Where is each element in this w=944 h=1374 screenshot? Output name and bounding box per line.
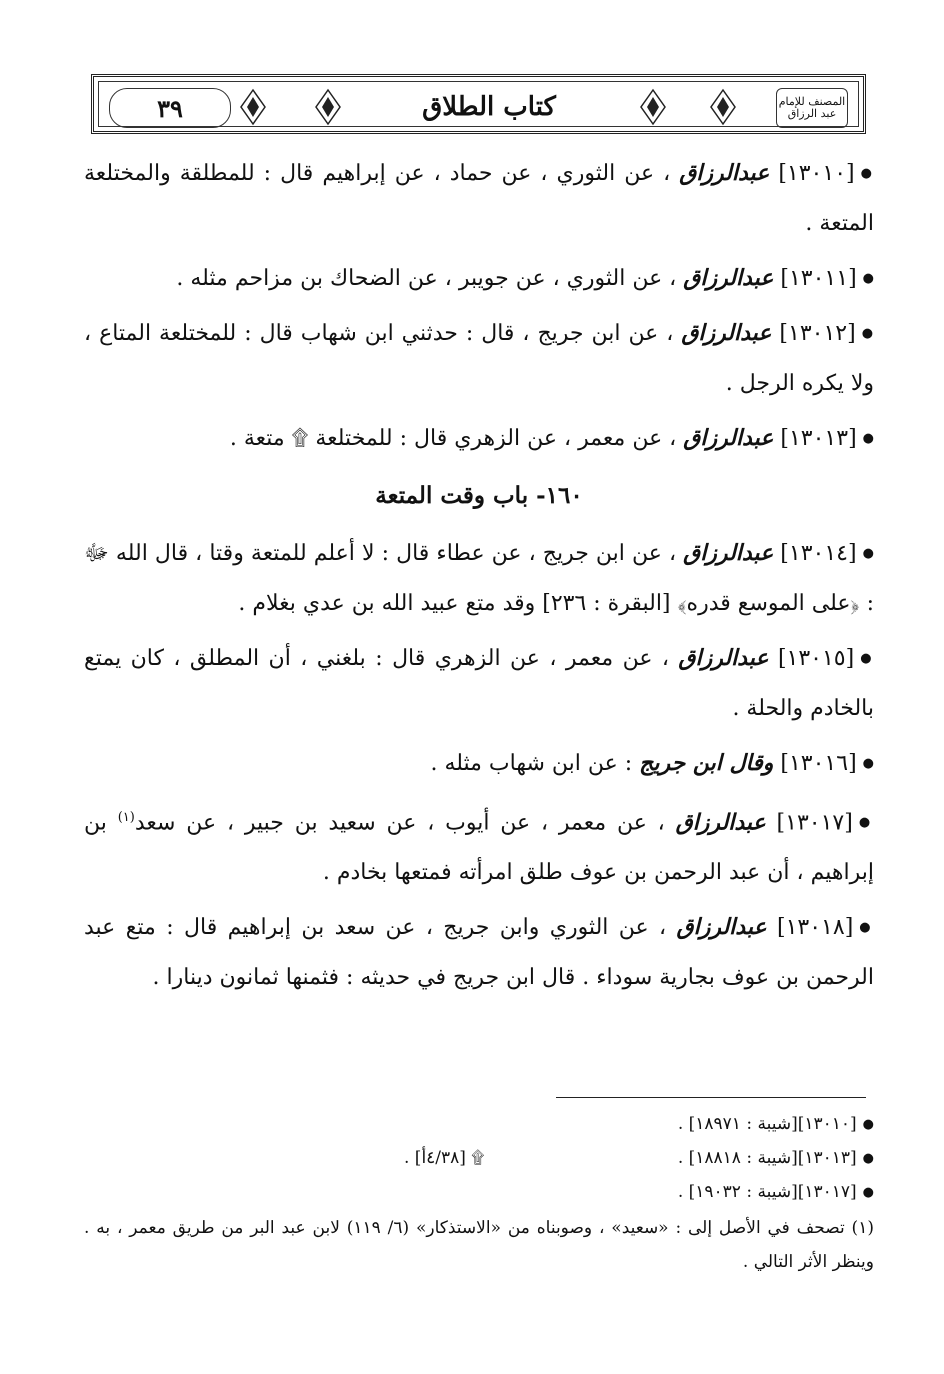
hadith-entry [84,902,874,1003]
entry-text: ، عن الثوري ، عن جويبر ، عن الضحاك بن مزاحم مثله . [176,266,677,291]
entry-text: : عن ابن شهاب مثله . [430,751,633,776]
source-note-text: [١٣٠١٣][شيبة : ١٨٨١٨] . [677,1148,857,1168]
bullet-icon: ● [862,431,874,446]
main-text [84,148,874,1007]
book-logo [776,88,848,128]
narrator: عبدالرزاق [681,320,772,346]
source-note [84,1141,874,1175]
source-note-text: [١٣٠١٠][شيبة : ١٨٩٧١] . [677,1114,857,1134]
footnote-divider [556,1097,866,1098]
entry-text: ، عن ابن جريج ، عن عطاء قال : لا أعلم للمتعة وقتا ، قال الله ﷻ : ﴿على الموسع قدره﴾ [البقرة : ٢٣٦] وقد متع عبيد الله بن عدي بغلام . [84,541,874,616]
footnotes [84,1107,874,1279]
source-note-text: [١٣٠١٧][شيبة : ١٩٠٣٢] . [677,1182,857,1202]
source-note [84,1175,874,1209]
narrator: عبدالرزاق [676,914,767,941]
entry-number: [١٣٠١٦] [780,751,857,776]
entry-number: [١٣٠١٨] [777,915,854,941]
bullet-icon: ● [859,920,875,936]
entry-number: [١٣٠١١] [780,266,857,291]
bullet-icon: ● [862,271,874,286]
bullet-icon: ● [858,815,874,831]
hadith-entry [84,148,874,249]
bullet-icon: ● [862,1184,874,1200]
narrator: عبدالرزاق [678,645,769,671]
entry-text: ، عن الثوري ، عن حماد ، عن إبراهيم قال : للمطلقة والمختلعة المتعة . [84,161,874,236]
narrator: عبدالرزاق [683,540,774,566]
chapter-heading: ١٦٠- باب وقت المتعة [375,482,583,509]
hadith-entry [84,793,874,898]
entry-number: [١٣٠١٣] [780,426,857,451]
narrator: عبدالرزاق [679,160,770,186]
ornament-icon [239,88,267,126]
source-note [84,1107,874,1141]
entry-text: ، عن معمر ، عن الزهري قال : للمختلعة ۩ متعة . [229,426,677,451]
book-logo-text: المصنف للإمام عبد الرزاق [778,95,846,120]
entry-number: [١٣٠١٠] [778,161,855,186]
hadith-entry [84,738,874,789]
hadith-entry [84,413,874,464]
bullet-icon: ● [862,1116,874,1132]
bullet-icon: ● [862,546,874,561]
entry-text: ، عن معمر ، عن الزهري قال : بلغني ، أن المطلق ، كان يمتع بالخادم والحلة . [84,646,874,721]
narrator: عبدالرزاق [683,265,774,291]
hadith-entry [84,528,874,629]
footnote-marker[interactable]: (١) [117,810,135,825]
bullet-icon: ● [860,166,874,181]
page-number-box [109,88,231,128]
manuscript-folio-note: ۩ [٤/٣٨أ] . [404,1148,485,1168]
header-inner-frame [98,81,859,127]
bullet-icon: ● [860,651,875,666]
entry-number: [١٣٠١٤] [780,541,857,566]
page-number: ٣٩ [157,93,183,123]
hadith-entry [84,308,874,409]
entry-text: ، عن ابن جريج ، قال : حدثني ابن شهاب قال : للمختلعة المتاع ، ولا يكره الرجل . [84,321,874,396]
ornament-icon [639,88,667,126]
section-title: كتاب الطلاق [422,92,556,122]
entry-text: بن إبراهيم ، أن عبد الرحمن بن عوف طلق امرأته فمتعها بخادم . [84,810,874,886]
entry-text: ، عن معمر ، عن أيوب ، عن سعيد بن جبير ، عن سعد [134,810,665,836]
section-title-box [359,88,619,126]
ornament-icon [314,88,342,126]
hadith-entry [84,633,874,734]
ornament-icon [709,88,737,126]
bullet-icon: ● [862,1150,874,1166]
narrator: عبدالرزاق [675,809,766,836]
page-header [91,74,866,134]
entry-number: [١٣٠١٧] [776,810,853,836]
entry-number: [١٣٠١٢] [779,321,856,346]
bullet-icon: ● [862,756,874,771]
narrator: عبدالرزاق [683,425,774,451]
entry-text: ، عن الثوري وابن جريج ، عن سعد بن إبراهيم قال : متع عبد الرحمن بن عوف بجارية سوداء . قال ابن جريج في حديثه : فثمنها ثمانون دينارا . [84,915,874,991]
hadith-entry [84,253,874,304]
entry-number: [١٣٠١٥] [777,646,855,671]
narrator: وقال ابن جريج [639,750,774,776]
footnote-text: (١) تصحف في الأصل إلى : «سعيد» ، وصوبناه من «الاستذكار» (٦/ ١١٩) لابن عبد البر من طريق معمر ، به . وينظر الأثر التالي . [84,1218,874,1272]
bullet-icon: ● [861,326,874,341]
